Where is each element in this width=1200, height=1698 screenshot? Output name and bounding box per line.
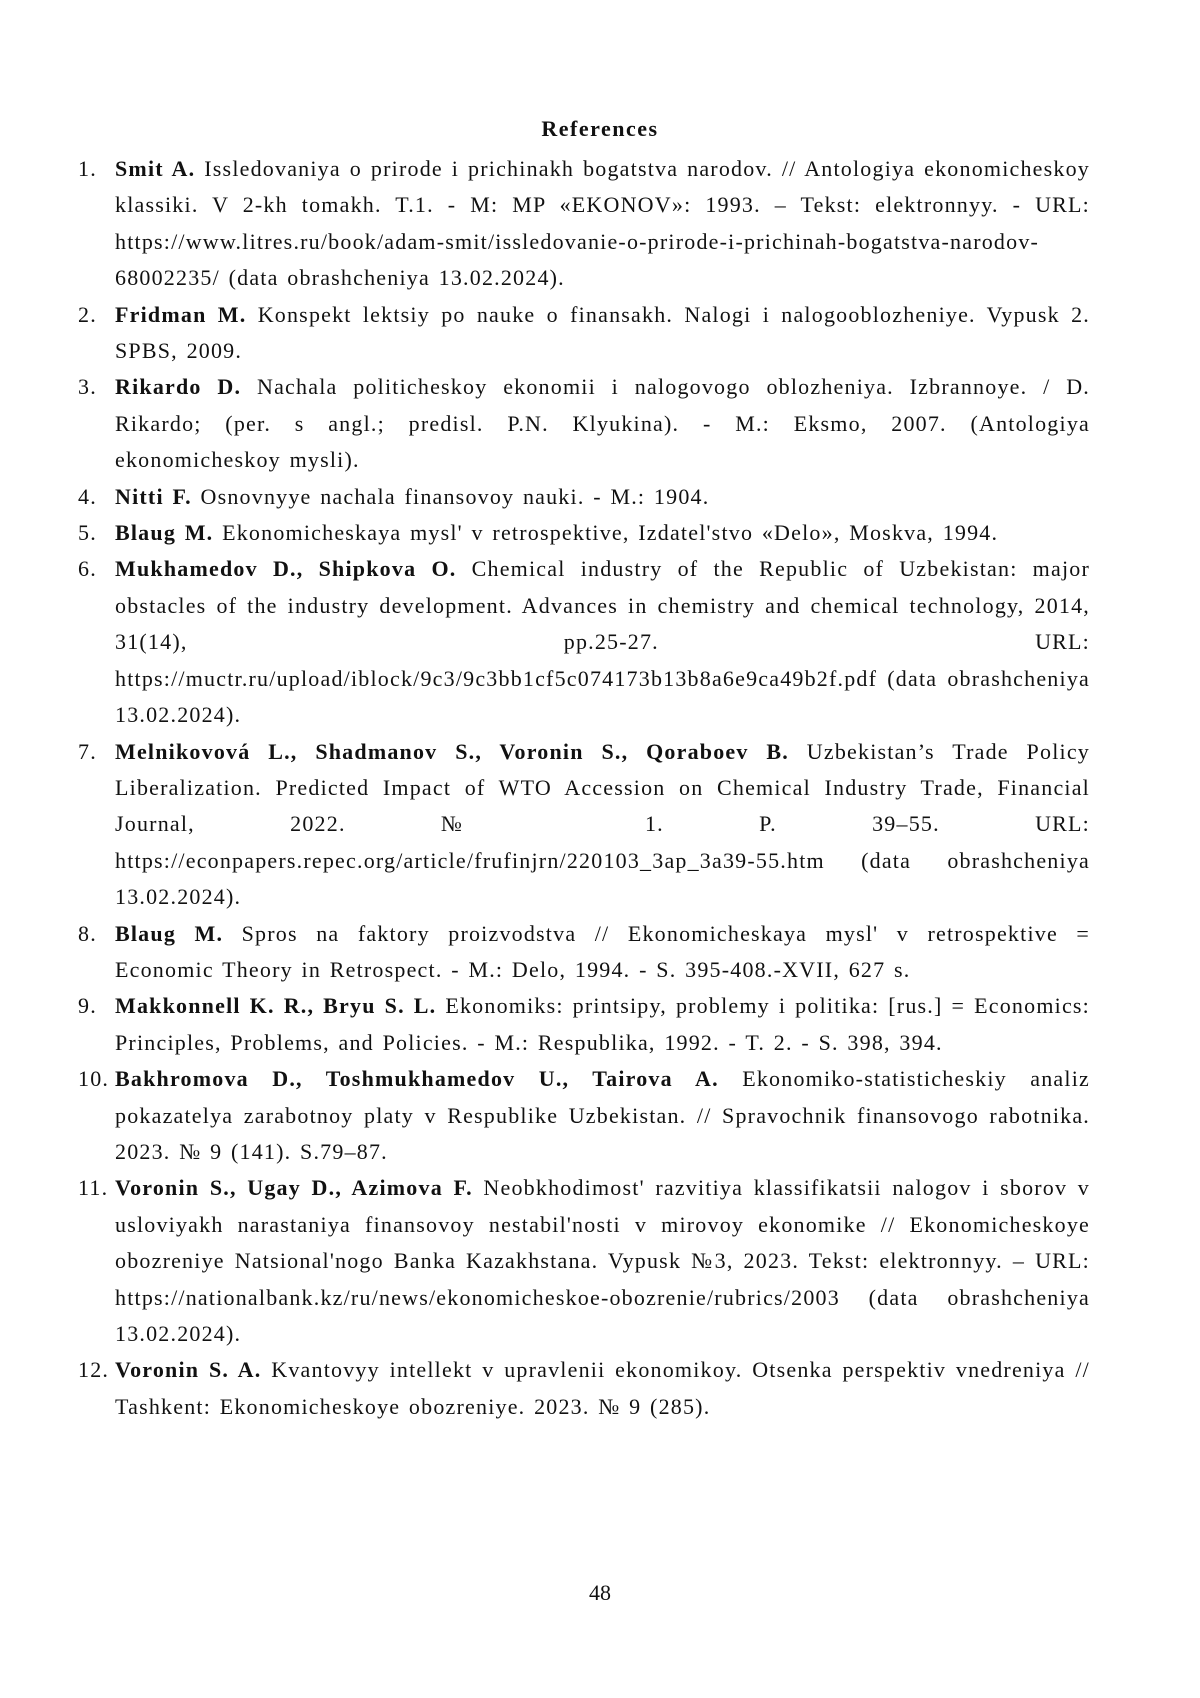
reference-number: 10. (78, 1066, 110, 1092)
reference-item-2 (78, 297, 1090, 370)
reference-text: Chemical industry of the Republic of Uzbekistan: major obstacles of the industry development. Advances in chemistry and chemical technology, 2014, 31(14), pp.25-27. URL: https://muctr.ru/upload/iblock/9c3/9c3bb1cf5c074173b13b8a6e9ca49b2f.pdf (data obrashcheniya 13.02.2024). (115, 556, 1090, 728)
references-heading: References (541, 116, 659, 141)
reference-number: 6. (78, 556, 97, 582)
reference-text: Konspekt lektsiy po nauke o finansakh. Nalogi i nalogooblozheniye. Vypusk 2. SPBS, 2009. (115, 301, 1090, 364)
reference-authors: Melnikovová L., Shadmanov S., Voronin S., Qoraboev B. (115, 738, 789, 764)
reference-authors: Nitti F. (115, 483, 192, 509)
reference-text: Nachala politicheskoy ekonomii i nalogovogo oblozheniya. Izbrannoye. / D. Rikardo; (per. s angl.; predisl. P.N. Klyukina). - M.: Eksmo, 2007. (Antologiya ekonomicheskoy mysli). (115, 374, 1090, 473)
reference-number: 12. (78, 1357, 110, 1383)
page-number: 48 (589, 1580, 611, 1605)
reference-item-8 (78, 916, 1090, 989)
reference-authors: Smit A. (115, 156, 196, 181)
reference-number: 4. (78, 483, 97, 509)
reference-number: 1. (78, 156, 97, 181)
reference-text: Ekonomiks: printsipy, problemy i politika: [rus.] = Economics: Principles, Problems, and Policies. - M.: Respublika, 1992. - T. 2. - S. 398, 394. (115, 993, 1090, 1055)
reference-text: Ekonomiko-statisticheskiy analiz pokazatelya zarabotnoy platy v Respublike Uzbekistan. // Spravochnik finansovogo rabotnika. 2023. № 9 (141). S.79–87. (115, 1066, 1090, 1164)
reference-item-11 (78, 1170, 1090, 1352)
reference-text: Kvantovyy intellekt v upravlenii ekonomikoy. Otsenka perspektiv vnedreniya // Tashkent: Ekonomicheskoye obozreniye. 2023. № 9 (285). (115, 1357, 1090, 1419)
reference-text: Osnovnyye nachala finansovoy nauki. - M.: 1904. (191, 483, 710, 509)
reference-authors: Blaug M. (115, 520, 214, 546)
reference-number: 5. (78, 520, 97, 546)
reference-item-9 (78, 988, 1090, 1061)
reference-item-12 (78, 1352, 1090, 1425)
reference-text: Ekonomicheskaya mysl' v retrospektive, Izdatel'stvo «Delo», Moskva, 1994. (213, 520, 999, 546)
reference-item-4 (78, 479, 1090, 515)
reference-item-10 (78, 1061, 1090, 1170)
reference-authors: Voronin S. A. (115, 1357, 262, 1383)
reference-text: Neobkhodimost' razvitiya klassifikatsii nalogov i sborov v usloviyakh narastaniya finansovoy nestabil'nosti v mirovoy ekonomike // Ekonomicheskoye obozreniye Natsional'nogo Banka Kazakhstana. Vypusk №3, 2023. Tekst: elektronnyy. – URL: https://nationalbank.kz/ru/news/ekonomicheskoe-obozrenie/rubrics/2003 (data obrashcheniya 13.02.2024). (115, 1175, 1090, 1346)
reference-list (78, 151, 1090, 1425)
reference-authors: Fridman M. (115, 301, 247, 327)
reference-number: 7. (78, 738, 97, 764)
reference-item-3 (78, 369, 1090, 478)
reference-authors: Voronin S., Ugay D., Azimova F. (115, 1175, 473, 1201)
reference-authors: Makkonnell K. R., Bryu S. L. (115, 993, 437, 1019)
reference-text: Spros na faktory proizvodstva // Ekonomicheskaya mysl' v retrospektive = Economic Theory in Retrospect. - M.: Delo, 1994. - S. 395-408.-XVII, 627 s. (115, 920, 1090, 982)
reference-authors: Rikardo D. (115, 374, 242, 400)
reference-number: 11. (78, 1175, 109, 1201)
reference-item-6 (78, 551, 1090, 733)
reference-number: 3. (78, 374, 97, 400)
reference-number: 9. (78, 993, 97, 1019)
reference-text: Issledovaniya o prirode i prichinakh bogatstva narodov. // Antologiya ekonomicheskoy klassiki. V 2-kh tomakh. T.1. - M: MP «EKONOV»: 1993. – Tekst: elektronnyy. - URL: https://www.litres.ru/book/adam-smit/issledovanie-o-prirode-i-prichinah-bogatstva-narodov-68002235/ (data obrashcheniya 13.02.2024). (115, 156, 1091, 291)
reference-authors: Bakhromova D., Toshmukhamedov U., Tairova A. (115, 1066, 719, 1092)
reference-number: 2. (78, 301, 97, 327)
reference-item-5 (78, 515, 1090, 551)
reference-item-1 (78, 151, 1090, 297)
reference-item-7 (78, 734, 1090, 916)
reference-authors: Blaug M. (115, 920, 224, 946)
reference-text: Uzbekistan’s Trade Policy Liberalization. Predicted Impact of WTO Accession on Chemical Industry Trade, Financial Journal, 2022. № 1. P. 39–55. URL: https://econpapers.repec.org/article/frufinjrn/220103_3ap_3a39-55.htm (data obrashcheniya 13.02.2024). (115, 738, 1090, 910)
reference-authors: Mukhamedov D., Shipkova O. (115, 556, 457, 582)
reference-number: 8. (78, 920, 97, 946)
